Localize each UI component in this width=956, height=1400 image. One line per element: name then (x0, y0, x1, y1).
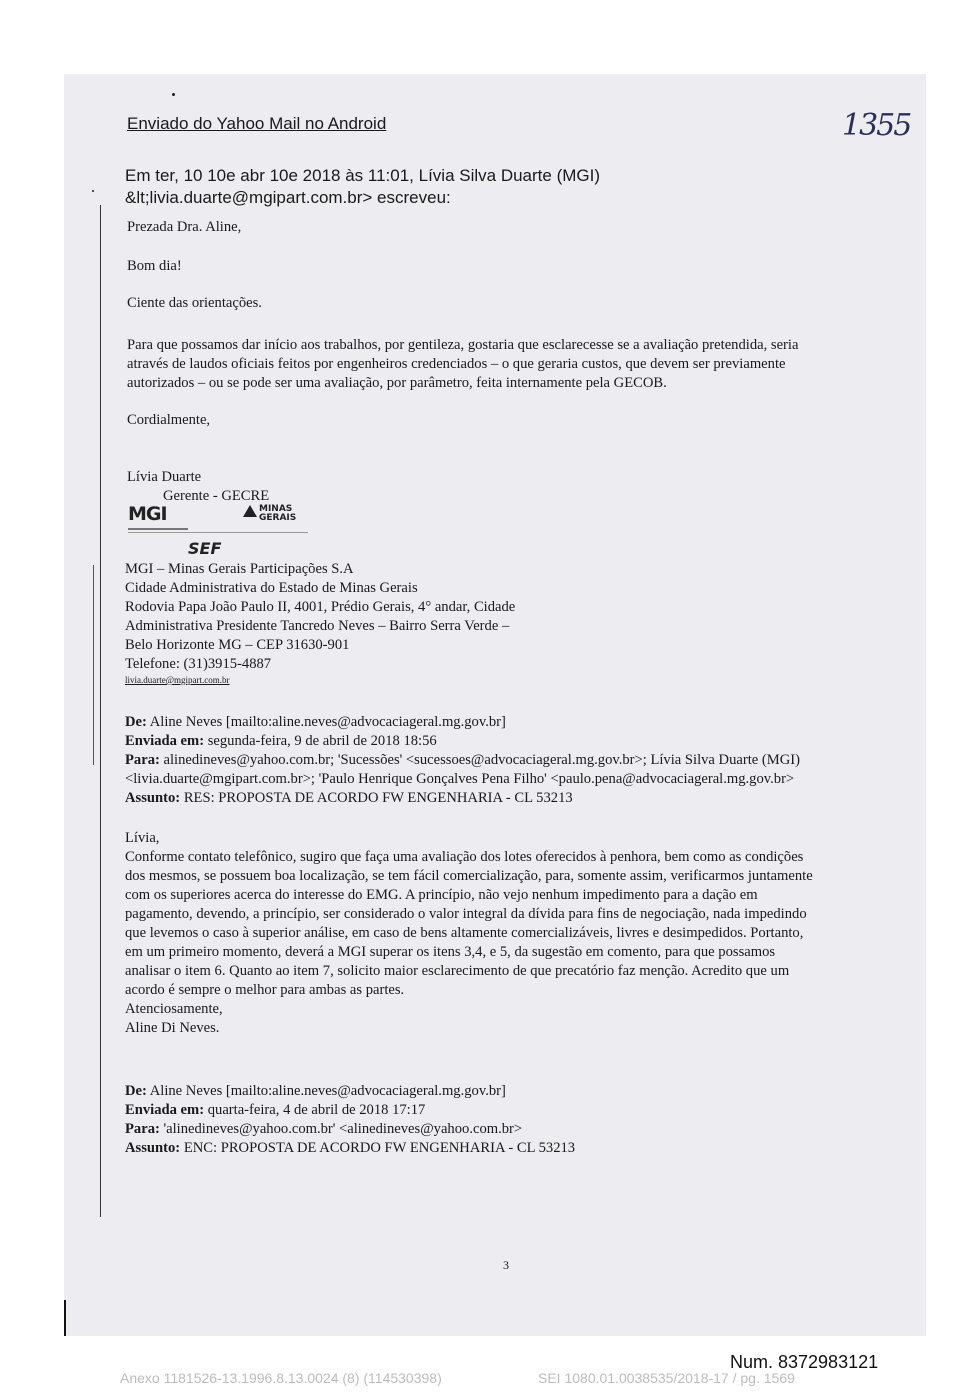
subject-label: Assunto: (125, 1140, 181, 1156)
yahoo-mail-note[interactable]: Enviado do Yahoo Mail no Android (127, 114, 387, 133)
msg1-paragraph-line: Para que possamos dar início aos trabalhos, por gentileza, gostaria que esclarecesse se a avaliação pretendida, seria (127, 337, 799, 353)
msg2-from-row (125, 713, 506, 732)
attachment-reference: Anexo 1181526-13.1996.8.13.0024 (8) (114530398) (120, 1370, 442, 1386)
to-label: Para: (125, 1121, 160, 1137)
address-line: Belo Horizonte MG – CEP 31630-901 (125, 637, 350, 653)
msg2-line: com os superiores acerca do interesse do EMG. A princípio, não vejo nenhum impedimento para a dação em (125, 887, 758, 903)
msg2-sent-row (125, 732, 437, 751)
msg2-closing: Atenciosamente, (125, 1001, 223, 1017)
address-line: MGI – Minas Gerais Participações S.A (125, 561, 354, 577)
to-value[interactable]: 'alinedineves@yahoo.com.br' <alinedineves@yahoo.com.br> (163, 1121, 523, 1137)
msg2-greeting: Lívia, (125, 830, 160, 846)
from-value[interactable]: Aline Neves [mailto:aline.neves@advocaciageral.mg.gov.br] (149, 1083, 506, 1099)
sent-value: quarta-feira, 4 de abril de 2018 17:17 (207, 1102, 426, 1118)
address-line: Administrativa Presidente Tancredo Neves – Bairro Serra Verde – (125, 618, 510, 634)
minas-logo-word: MINAS (259, 504, 293, 514)
sent-label: Enviada em: (125, 733, 205, 749)
logo-divider (128, 528, 188, 530)
signature-name: Lívia Duarte (127, 469, 202, 485)
msg1-ciente: Ciente das orientações. (127, 295, 262, 311)
sei-reference: SEI 1080.01.0038535/2018-17 / pg. 1569 (538, 1370, 795, 1386)
from-value[interactable]: Aline Neves [mailto:aline.neves@advocaciageral.mg.gov.br] (149, 714, 506, 730)
msg1-paragraph-line: autorizados – ou se pode ser uma avaliação, por parâmetro, feita internamente pela GECOB. (127, 375, 667, 391)
msg2-signoff: Aline Di Neves. (125, 1020, 220, 1036)
msg3-subject-row (125, 1139, 575, 1158)
to-label: Para: (125, 752, 160, 768)
gerais-logo-word: GERAIS (259, 513, 297, 523)
sent-value: segunda-feira, 9 de abril de 2018 18:56 (207, 733, 437, 749)
from-label: De: (125, 714, 147, 730)
scan-edge-mark (64, 1300, 66, 1336)
quote-bar-secondary (93, 565, 94, 765)
msg1-greeting: Prezada Dra. Aline, (127, 219, 242, 235)
logo-divider (128, 532, 308, 533)
signature-role: Gerente - GECRE (163, 488, 270, 504)
msg1-closing: Cordialmente, (127, 412, 211, 428)
document-number: Num. 8372983121 (730, 1352, 879, 1372)
signature-email-link[interactable]: livia.duarte@mgipart.com.br (125, 675, 230, 685)
subject-label: Assunto: (125, 790, 181, 806)
minas-gerais-logo (243, 505, 296, 523)
subject-value: ENC: PROPOSTA DE ACORDO FW ENGENHARIA - CL 53213 (183, 1140, 576, 1156)
reply-header-line2: &lt;livia.duarte@mgipart.com.br> escreveu: (125, 188, 451, 207)
from-label: De: (125, 1083, 147, 1099)
msg2-line: em um primeiro momento, deverá a MGI superar os itens 3,4, e 5, da sugestão em comento, para que possamos (125, 944, 776, 960)
msg2-to-row-cont[interactable]: <livia.duarte@mgipart.com.br>; 'Paulo Henrique Gonçalves Pena Filho' <paulo.pena@advocaciageral.mg.gov.br> (125, 771, 795, 787)
address-line: Rodovia Papa João Paulo II, 4001, Prédio Gerais, 4° andar, Cidade (125, 599, 516, 615)
scan-speck (172, 93, 175, 96)
msg2-line: dos mesmos, se possuem boa localização, se tem fácil comercialização, para, somente assim, verificarmos juntamente (125, 868, 813, 884)
minas-triangle-icon (243, 505, 257, 517)
msg2-subject-row (125, 789, 573, 808)
quote-bar (100, 205, 101, 1217)
msg2-line: acordo é sempre o melhor para ambas as partes. (125, 982, 405, 998)
msg3-from-row (125, 1082, 506, 1101)
sent-label: Enviada em: (125, 1102, 205, 1118)
subject-value: RES: PROPOSTA DE ACORDO FW ENGENHARIA - CL 53213 (183, 790, 573, 806)
msg1-bom-dia: Bom dia! (127, 258, 182, 274)
msg2-to-row (125, 751, 800, 770)
msg3-sent-row (125, 1101, 425, 1120)
mgi-logo: MGI (128, 503, 167, 525)
address-line: Cidade Administrativa do Estado de Minas Gerais (125, 580, 418, 596)
msg2-line: analisar o item 6. Quanto ao item 7, solicito maior esclarecimento de que precatório faz menção. Acredito que um (125, 963, 790, 979)
sef-logo: SEF (188, 539, 222, 558)
phone-line: Telefone: (31)3915-4887 (125, 656, 272, 672)
msg2-line: pagamento, devendo, a princípio, ser considerado o valor integral da dívida para fins de negociação, nada impedindo (125, 906, 807, 922)
msg1-paragraph-line: através de laudos oficiais feitos por engenheiros credenciados – o que geraria custos, que devem ser previamente (127, 356, 786, 372)
msg2-line: Conforme contato telefônico, sugiro que faça uma avaliação dos lotes oferecidos à penhora, bem como as condições (125, 849, 804, 865)
msg3-to-row (125, 1120, 522, 1139)
to-value[interactable]: alinedineves@yahoo.com.br; 'Sucessões' <sucessoes@advocaciageral.mg.gov.br>; Lívia Silva Duarte (MGI) (163, 752, 801, 768)
scan-speck (92, 190, 94, 192)
handwritten-folio: 1355 (842, 108, 911, 143)
reply-header-line1: Em ter, 10 10e abr 10e 2018 às 11:01, Lívia Silva Duarte (MGI) (125, 166, 600, 185)
page-number: 3 (503, 1258, 509, 1272)
msg2-line: que levemos o caso à superior análise, em caso de bens altamente comercializáveis, livres e desimpedidos. Portanto, (125, 925, 804, 941)
